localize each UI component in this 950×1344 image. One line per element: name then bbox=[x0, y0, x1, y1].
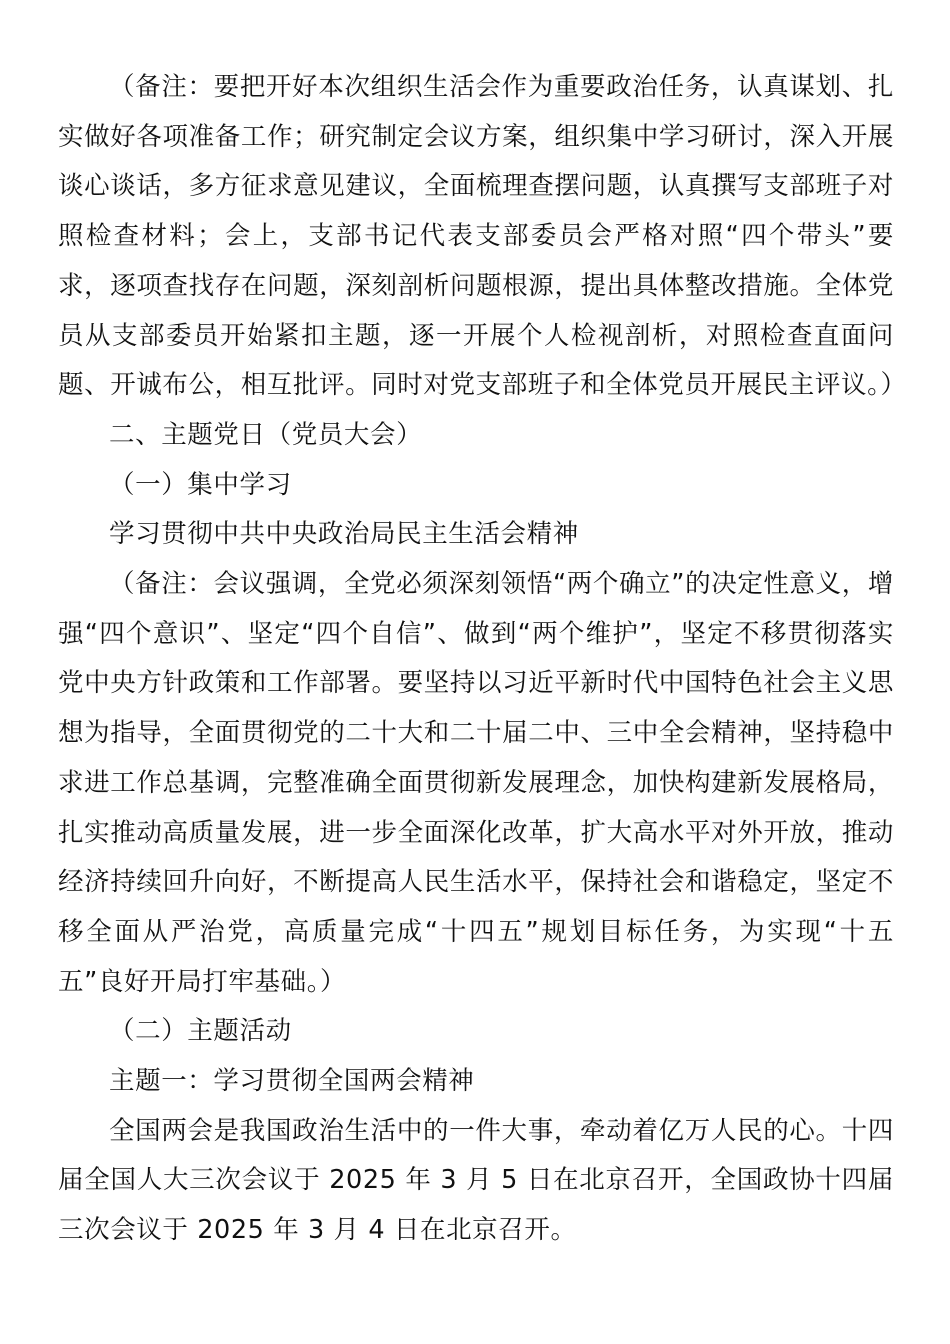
subsection-title: （二）主题活动 bbox=[109, 1016, 292, 1047]
note-paragraph: （备注：要把开好本次组织生活会作为重要政治任务，认真谋划、扎实做好各项准备工作；研究制定会议方案，组织集中学习研讨，深入开展谈心谈话，多方征求意见建议，全面梳理查摆问题，认真撰写支部班子对照检查材料；会上，支部书记代表支部委员会严格对照“四个带头”要求，逐项查找存在问题，深刻剖析问题根源，提出具体整改措施。全体党员从支部委员开始紧扣主题，逐一开展个人检视剖析，对照检查直面问题、开诚布公，相互批评。同时对党支部班子和全体党员开展民主评议。） bbox=[58, 72, 907, 401]
section-title: 二、主题党日（党员大会） bbox=[109, 419, 423, 450]
theme-title: 主题一：学习贯彻全国两会精神 bbox=[109, 1066, 475, 1097]
study-topic: 学习贯彻中共中央政治局民主生活会精神 bbox=[109, 519, 579, 550]
document-page bbox=[58, 63, 907, 1256]
note-paragraph: （备注：会议强调，全党必须深刻领悟“两个确立”的决定性意义，增强“四个意识”、坚定“四个自信”、做到“两个维护”，坚定不移贯彻落实党中央方针政策和工作部署。要坚持以习近平新时代中国特色社会主义思想为指导，全面贯彻党的二十大和二十届二中、三中全会精神，坚持稳中求进工作总基调，完整准确全面贯彻新发展理念，加快构建新发展格局，扎实推动高质量发展，进一步全面深化改革，扩大高水平对外开放，推动经济持续回升向好，不断提高人民生活水平，保持社会和谐稳定，坚定不移全面从严治党，高质量完成“十四五”规划目标任务，为实现“十五五”良好开局打牢基础。） bbox=[58, 569, 894, 997]
body-paragraph: 全国两会是我国政治生活中的一件大事，牵动着亿万人民的心。十四届全国人大三次会议于 2025 年 3 月 5 日在北京召开，全国政协十四届三次会议于 2025 年 3 月 4 日在北京召开。 bbox=[58, 1115, 894, 1246]
subsection-title: （一）集中学习 bbox=[109, 469, 292, 500]
